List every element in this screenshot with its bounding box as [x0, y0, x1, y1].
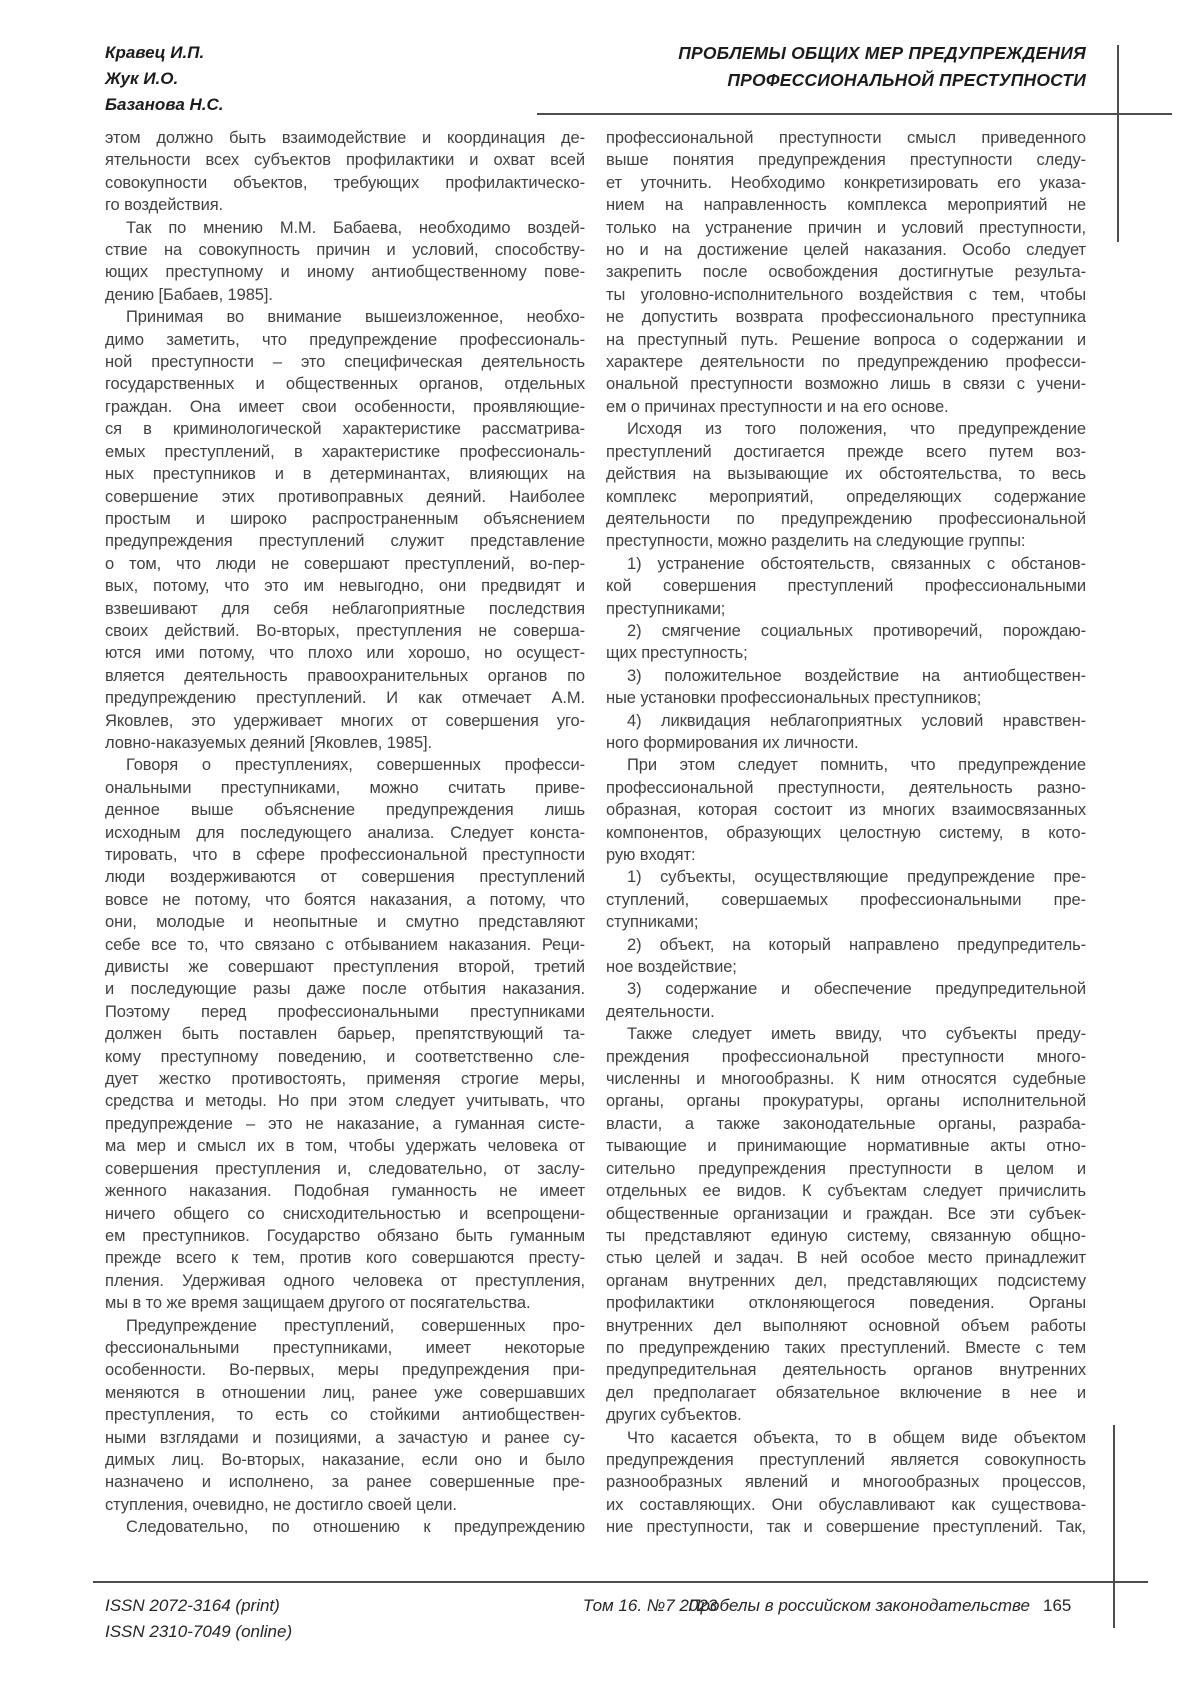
text-line: ловно-наказуемых деяний [Яковлев, 1985].	[105, 733, 433, 752]
text-line: кой совершения преступлений профессиональными	[606, 577, 1086, 596]
text-line: вляется деятельность правоохранительных органов по	[105, 666, 585, 685]
text-line: деятельности.	[606, 1002, 715, 1021]
issn-block	[105, 1593, 292, 1645]
page-title	[678, 40, 1086, 94]
text-line: органам внутренних дел, представляющих подсистему	[606, 1271, 1086, 1290]
text-line: ем преступников. Государство обязано быть гуманным	[105, 1226, 585, 1245]
text-line: ющих преступному и иному антиобщественному пове-	[105, 263, 585, 282]
text-line: кому преступному поведению, и соответственно сле-	[105, 1047, 585, 1066]
text-line: образная, которая состоит из многих взаимосвязанных	[606, 801, 1086, 820]
text-line: 2) объект, на который направлено предупредитель-	[627, 935, 1086, 954]
page-title-line: ПРОБЛЕМЫ ОБЩИХ МЕР ПРЕДУПРЕЖДЕНИЯ	[678, 43, 1086, 63]
text-line: этом должно быть взаимодействие и координация де-	[105, 129, 585, 147]
text-line: Поэтому перед профессиональными преступниками	[105, 1002, 585, 1021]
text-line: Яковлев, это удерживает многих от совершения уго-	[105, 711, 585, 730]
text-line: разнообразных явлений и многообразных процессов,	[606, 1473, 1086, 1492]
text-line: их составляющих. Они обуславливают как существова-	[606, 1495, 1086, 1514]
text-line: предупреждению преступлений. И как отмечает А.М.	[105, 689, 585, 708]
text-line: димых лиц. Во-вторых, наказание, если оно и было	[105, 1450, 585, 1469]
paragraph	[105, 217, 585, 307]
text-line: женного наказания. Подобная гуманность не имеет	[105, 1182, 585, 1201]
text-line: дел предполагает обязательное включение в нее и	[606, 1383, 1086, 1402]
text-line: ной преступности – это специфическая деятельность	[105, 353, 585, 372]
text-line: прежде всего к тем, против кого совершаются престу-	[105, 1249, 585, 1268]
text-line: профилактики отклоняющегося поведения. Органы	[606, 1294, 1086, 1313]
text-line: особенности. Во-первых, меры предупреждения при-	[105, 1361, 585, 1380]
text-line: ты уголовно-исполнительного воздействия с тем, чтобы	[606, 285, 1086, 304]
text-line: Принимая во внимание вышеизложенное, необхо-	[126, 308, 585, 327]
author-name: Кравец И.П.	[105, 43, 205, 62]
text-line: предупреждение – это не наказание, а гуманная систе-	[105, 1114, 585, 1133]
text-line: о том, что люди не совершают преступлений, во-пер-	[105, 554, 585, 573]
text-line: ем о причинах преступности и на его основе.	[606, 397, 949, 416]
text-line: Предупреждение преступлений, совершенных про-	[126, 1316, 585, 1335]
text-line: 1) субъекты, осуществляющие предупреждение пре-	[627, 868, 1086, 887]
text-line: комплекс мероприятий, определяющих содержание	[606, 487, 1086, 506]
text-line: государственных и общественных органов, отдельных	[105, 375, 585, 394]
text-line: средства и методы. Но при этом следует учитывать, что	[105, 1092, 585, 1111]
text-line: закрепить после освобождения достигнутые результа-	[606, 263, 1086, 282]
text-line: ступниками;	[606, 913, 699, 932]
text-line: простым и широко распространенным объяснением	[105, 509, 585, 528]
text-line: фессиональными преступниками, имеет некоторые	[105, 1338, 585, 1357]
paragraph	[606, 1427, 1086, 1539]
text-line: ступлений, совершаемых профессиональными пре-	[606, 890, 1086, 909]
text-line: ся в криминологической характеристике рассматрива-	[105, 420, 585, 439]
text-line: нием на направленность комплекса мероприятий не	[606, 196, 1086, 215]
paragraph	[606, 127, 1086, 418]
text-line: себе все то, что связано с отбыванием наказания. Реци-	[105, 935, 585, 954]
text-line: совокупности объектов, требующих профилактическо-	[105, 173, 585, 192]
text-line: пления. Удерживая одного человека от преступления,	[105, 1271, 585, 1290]
paragraph	[606, 418, 1086, 552]
text-line: ступления, очевидно, не достигло своей цели.	[105, 1495, 457, 1514]
text-line: ональными преступниками, можно считать приве-	[105, 778, 585, 797]
text-line: других субъектов.	[606, 1406, 742, 1425]
text-line: дивисты же совершают преступления второй, третий	[105, 958, 585, 977]
paragraph	[606, 665, 1086, 710]
text-line: ональной преступности возможно лишь в связи с учени-	[606, 375, 1086, 394]
text-line: назначено и исполнено, за ранее совершенные пре-	[105, 1473, 585, 1492]
text-line: не допустить возврата профессионального преступника	[606, 308, 1086, 327]
text-line: сительно предупреждения преступности в целом и	[606, 1159, 1086, 1178]
text-line: Следовательно, по отношению к предупреждению	[126, 1518, 585, 1537]
text-line: ятельности всех субъектов профилактики и охват всей	[105, 151, 585, 170]
paragraph	[105, 1516, 585, 1538]
page-number: 165	[1043, 1596, 1072, 1615]
text-line: предупреждения преступлений является совокупность	[606, 1450, 1086, 1469]
text-line: действия на вызывающие их обстоятельства, то весь	[606, 465, 1086, 484]
text-line: дению [Бабаев, 1985].	[105, 285, 273, 304]
text-line: преступлений достигается прежде всего путем воз-	[606, 442, 1086, 461]
text-line: дует жестко противостоять, применяя строгие меры,	[105, 1070, 585, 1089]
text-line: вовсе не потому, что боятся наказания, а потому, что	[105, 890, 585, 909]
paragraph	[606, 1023, 1086, 1426]
text-line: тывающие и принимающие нормативные акты отно-	[606, 1137, 1086, 1156]
text-line: щих преступность;	[606, 644, 748, 663]
text-line: Так по мнению М.М. Бабаева, необходимо воздей-	[126, 218, 585, 237]
text-line: взвешивают для себя неблагоприятные последствия	[105, 599, 585, 618]
page-title-line: ПРОФЕССИОНАЛЬНОЙ ПРЕСТУПНОСТИ	[727, 70, 1086, 90]
text-line: ствие на совокупность причин и условий, способству-	[105, 241, 585, 260]
text-line: ное воздействие;	[606, 958, 737, 977]
text-line: ного формирования их личности.	[606, 733, 859, 752]
footer-rule	[93, 1581, 1148, 1583]
text-line: стью целей и задач. В ней особое место принадлежит	[606, 1249, 1086, 1268]
text-line: и последующие разы даже после отбытия наказания.	[105, 980, 585, 999]
text-line: отдельных ее видов. К субъектам следует причислить	[606, 1182, 1086, 1201]
paragraph	[105, 306, 585, 754]
text-line: Исходя из того положения, что предупреждение	[627, 420, 1086, 439]
header-rule	[537, 113, 1172, 115]
text-line: преждения профессиональной преступности много-	[606, 1047, 1086, 1066]
author-name: Жук И.О.	[105, 69, 179, 88]
text-line: преступниками;	[606, 599, 726, 618]
text-line: При этом следует помнить, что предупреждение	[627, 756, 1086, 775]
text-line: 1) устранение обстоятельств, связанных с обстанов-	[627, 554, 1086, 573]
text-line: ние преступности, так и совершение преступлений. Так,	[606, 1518, 1086, 1537]
text-line: го воздействия.	[105, 196, 224, 215]
issn-print: ISSN 2072-3164 (print)	[105, 1596, 280, 1615]
author-name: Базанова Н.С.	[105, 95, 224, 114]
text-line: вых, потому, что это им невыгодно, они предвидят и	[105, 577, 585, 596]
text-line: 2) смягчение социальных противоречий, порождаю-	[627, 621, 1086, 640]
journal-name: Пробелы в российском законодательстве	[688, 1596, 1030, 1615]
text-line: деятельности по предупреждению профессиональной	[606, 509, 1086, 528]
text-line: 3) положительное воздействие на антиобществен-	[627, 666, 1086, 685]
text-line: 3) содержание и обеспечение предупредительной	[627, 980, 1086, 999]
text-line: профессиональной преступности, деятельность разно-	[606, 778, 1086, 797]
text-line: ничего общего со снисходительностью и всепрощени-	[105, 1204, 585, 1223]
text-line: денное выше объяснение предупреждения лишь	[105, 801, 585, 820]
text-line: граждан. Она имеет свои особенности, проявляющие-	[105, 397, 585, 416]
text-line: компонентов, образующих целостную систему, в кото-	[606, 823, 1086, 842]
text-line: емых преступлений, в характеристике профессиональ-	[105, 442, 585, 461]
text-line: предупреждения преступлений служит представление	[105, 532, 585, 551]
text-line: они, молодые и неопытные и смутно представляют	[105, 913, 585, 932]
text-line: ных преступников и в детерминантах, влияющих на	[105, 465, 585, 484]
text-line: люди воздерживаются от совершения преступлений	[105, 868, 585, 887]
text-line: 4) ликвидация неблагоприятных условий нравствен-	[627, 711, 1086, 730]
text-line: ются ими потому, что плохо или хорошо, но осущест-	[105, 644, 585, 663]
paragraph	[606, 934, 1086, 979]
text-line: ными взглядами и позициями, а зачастую и ранее су-	[105, 1428, 585, 1447]
text-line: предупредительная деятельность органов внутренних	[606, 1361, 1086, 1380]
text-line: численны и многообразны. К ним относятся судебные	[606, 1070, 1086, 1089]
text-line: своих действий. Во-вторых, преступления не соверша-	[105, 621, 585, 640]
text-line: Что касается объекта, то в общем виде объектом	[627, 1428, 1086, 1447]
text-line: совершения преступления и, следовательно, от заслу-	[105, 1159, 585, 1178]
text-line: преступления, то есть со стойкими антиобществен-	[105, 1406, 585, 1425]
top-right-corner-rule	[1117, 45, 1119, 242]
text-line: власти, а также законодательные органы, разраба-	[606, 1114, 1086, 1133]
text-line: органы, органы прокуратуры, органы исполнительной	[606, 1092, 1086, 1111]
paragraph	[606, 620, 1086, 665]
text-line: по предупреждению таких преступлений. Вместе с тем	[606, 1338, 1086, 1357]
text-line: мы в то же время защищаем другого от посягательства.	[105, 1294, 531, 1313]
paragraph	[606, 866, 1086, 933]
text-line: Также следует иметь ввиду, что субъекты преду-	[627, 1025, 1086, 1044]
text-line: характере деятельности по предупреждению професси-	[606, 353, 1086, 372]
bottom-right-corner-rule	[1113, 1425, 1115, 1628]
text-line: тировать, что в сфере профессиональной преступности	[105, 846, 585, 864]
paragraph	[606, 553, 1086, 620]
text-line: общественные организации и граждан. Все эти субъек-	[606, 1204, 1086, 1223]
text-line: димо заметить, что предупреждение профессиональ-	[105, 330, 585, 349]
left-text-column	[105, 127, 585, 1539]
text-line: профессиональной преступности смысл приведенного	[606, 129, 1086, 147]
text-line: выше понятия предупреждения преступности следу-	[606, 151, 1086, 170]
text-line: ма мер и смысл их в том, чтобы удержать человека от	[105, 1137, 585, 1156]
right-text-column	[606, 127, 1086, 1539]
paragraph	[105, 127, 585, 217]
paragraph	[105, 1315, 585, 1517]
text-line: ные установки профессиональных преступников;	[606, 689, 982, 708]
text-line: меняются в отношении лиц, ранее уже совершавших	[105, 1383, 585, 1402]
author-block	[105, 40, 224, 118]
paragraph	[606, 978, 1086, 1023]
volume-issue: Том 16. №7 2023	[582, 1596, 718, 1615]
text-line: но и на достижение целей наказания. Особо следует	[606, 241, 1086, 260]
text-line: преступности, можно разделить на следующие группы:	[606, 532, 1026, 551]
text-line: Говоря о преступлениях, совершенных професси-	[126, 756, 585, 775]
text-line: рую входят:	[606, 846, 696, 864]
issn-online: ISSN 2310-7049 (online)	[105, 1622, 293, 1641]
text-line: исходным для последующего анализа. Следует конста-	[105, 823, 585, 842]
text-line: внутренних дел выполняют основной объем работы	[606, 1316, 1086, 1335]
text-line: ет уточнить. Необходимо конкретизировать его указа-	[606, 173, 1086, 192]
text-line: ты представляют единую систему, связанную общно-	[606, 1226, 1086, 1245]
paragraph	[606, 710, 1086, 755]
text-line: должен быть поставлен барьер, препятствующий та-	[105, 1025, 585, 1044]
text-line: совершение этих противоправных деяний. Наиболее	[105, 487, 585, 506]
text-line: только на устранение причин и условий преступности,	[606, 218, 1086, 237]
paragraph	[105, 754, 585, 1314]
text-line: на преступный путь. Решение вопроса о содержании и	[606, 330, 1086, 349]
paragraph	[606, 754, 1086, 866]
